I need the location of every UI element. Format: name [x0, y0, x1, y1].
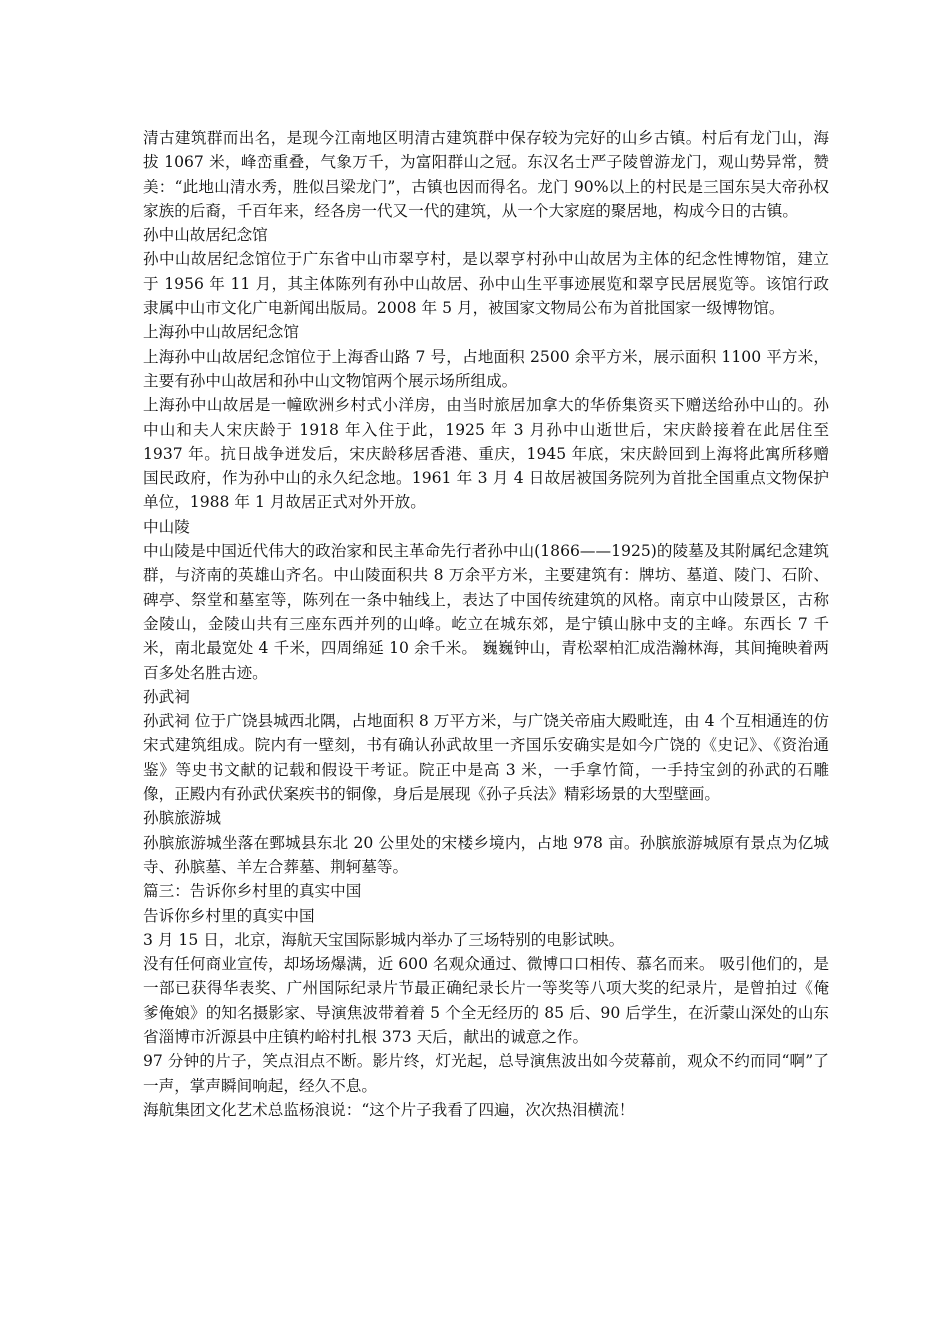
heading-real-china: 告诉你乡村里的真实中国 — [143, 906, 315, 925]
heading-shanghai-residence: 上海孙中山故居纪念馆 — [143, 323, 299, 342]
document-page — [143, 126, 829, 1122]
heading-sunbin-city: 孙膑旅游城 — [143, 809, 221, 828]
paragraph-film-minutes: 97 分钟的片子，笑点泪点不断。影片终，灯光起，总导演焦波出如今荧幕前，观众不约而同“啊”了一声，掌声瞬间响起，经久不息。 — [143, 1052, 829, 1095]
heading-sunwu-temple: 孙武祠 — [143, 687, 190, 706]
paragraph-sun-yatsen-residence: 孙中山故居纪念馆位于广东省中山市翠亨村，是以翠亨村孙中山故居为主体的纪念性博物馆，建立于 1956 年 11 月，其主体陈列有孙中山故居、孙中山生平事迹展览和翠亨民居展览等。该馆行政隶属中山市文化广电新闻出版局。2008 年 5 月，被国家文物局公布为首批国家一级博物馆。 — [143, 250, 829, 318]
heading-zhongshan-mausoleum: 中山陵 — [143, 517, 190, 536]
paragraph-shanghai-residence-1: 上海孙中山故居纪念馆位于上海香山路 7 号，占地面积 2500 余平方米，展示面积 1100 平方米，主要有孙中山故居和孙中山文物馆两个展示场所组成。 — [143, 347, 829, 390]
paragraph-audience: 没有任何商业宣传，却场场爆满，近 600 名观众通过、微博口口相传、慕名而来。 吸引他们的，是一部已获得华表奖、广州国际纪录片节最正确纪录长片一等奖等八项大奖的纪录片，是曾拍过《俺爹俺娘》的知名摄影家、导演焦波带着着 5 个全无经历的 85 后、90 后学生，在沂蒙山深处的山东省淄博市沂源县中庄镇杓峪村扎根 373 天后，献出的诚意之作。 — [143, 955, 829, 1046]
heading-part-three: 篇三：告诉你乡村里的真实中国 — [143, 882, 362, 901]
paragraph-longmen: 清古建筑群而出名，是现今江南地区明清古建筑群中保存较为完好的山乡古镇。村后有龙门山，海拔 1067 米，峰峦重叠，气象万千，为富阳群山之冠。东汉名士严子陵曾游龙门，观山势异常，赞美：“此地山清水秀，胜似吕梁龙门”，古镇也因而得名。龙门 90%以上的村民是三国东吴大帝孙权家族的后裔，千百年来，经各房一代又一代的建筑，从一个大家庭的聚居地，构成今日的古镇。 — [143, 129, 829, 220]
paragraph-yang-lang-quote: 海航集团文化艺术总监杨浪说：“这个片子我看了四遍，次次热泪横流！ — [143, 1100, 635, 1119]
heading-sun-yatsen-residence: 孙中山故居纪念馆 — [143, 226, 268, 245]
paragraph-zhongshan-mausoleum: 中山陵是中国近代伟大的政治家和民主革命先行者孙中山(1866——1925)的陵墓及其附属纪念建筑群，与济南的英雄山齐名。中山陵面积共 8 万余平方米，主要建筑有：牌坊、墓道、陵门、石阶、碑亭、祭堂和墓室等，陈列在一条中轴线上，表达了中国传统建筑的风格。南京中山陵景区，古称金陵山，金陵山共有三座东西并列的山峰。屹立在城东郊，是宁镇山脉中支的主峰。东西长 7 千米，南北最宽处 4 千米，四周绵延 10 余千米。 巍巍钟山，青松翠柏汇成浩瀚林海，其间掩映着两百多处名胜古迹。 — [143, 542, 829, 682]
paragraph-sunwu-temple: 孙武祠 位于广饶县城西北隅，占地面积 8 万平方米，与广饶关帝庙大殿毗连，由 4 个互相通连的仿宋式建筑组成。院内有一壁刻，书有确认孙武故里一齐国乐安确实是如今广饶的《史记》、《资治通鉴》等史书文献的记载和假设干考证。院正中是高 3 米，一手拿竹简，一手持宝剑的孙武的石雕像，正殿内有孙武伏案疾书的铜像，身后是展现《孙子兵法》精彩场景的大型壁画。 — [143, 712, 829, 804]
paragraph-shanghai-residence-2: 上海孙中山故居是一幢欧洲乡村式小洋房，由当时旅居加拿大的华侨集资买下赠送给孙中山的。孙中山和夫人宋庆龄于 1918 年入住于此，1925 年 3 月孙中山逝世后，宋庆龄接着在此居住至 1937 年。抗日战争迸发后，宋庆龄移居香港、重庆，1945 年底，宋庆龄回到上海将此寓所移赠 国民政府，作为孙中山的永久纪念地。1961 年 3 月 4 日故居被国务院列为首批全国重点文物保护单位，1988 年 1 月故居正式对外开放。 — [143, 396, 829, 512]
paragraph-sunbin-city: 孙膑旅游城坐落在鄄城县东北 20 公里处的宋楼乡境内，占地 978 亩。孙膑旅游城原有景点为亿城寺、孙膑墓、羊左合葬墓、荆轲墓等。 — [143, 833, 829, 876]
paragraph-screening: 3 月 15 日，北京，海航天宝国际影城内举办了三场特别的电影试映。 — [143, 930, 625, 949]
